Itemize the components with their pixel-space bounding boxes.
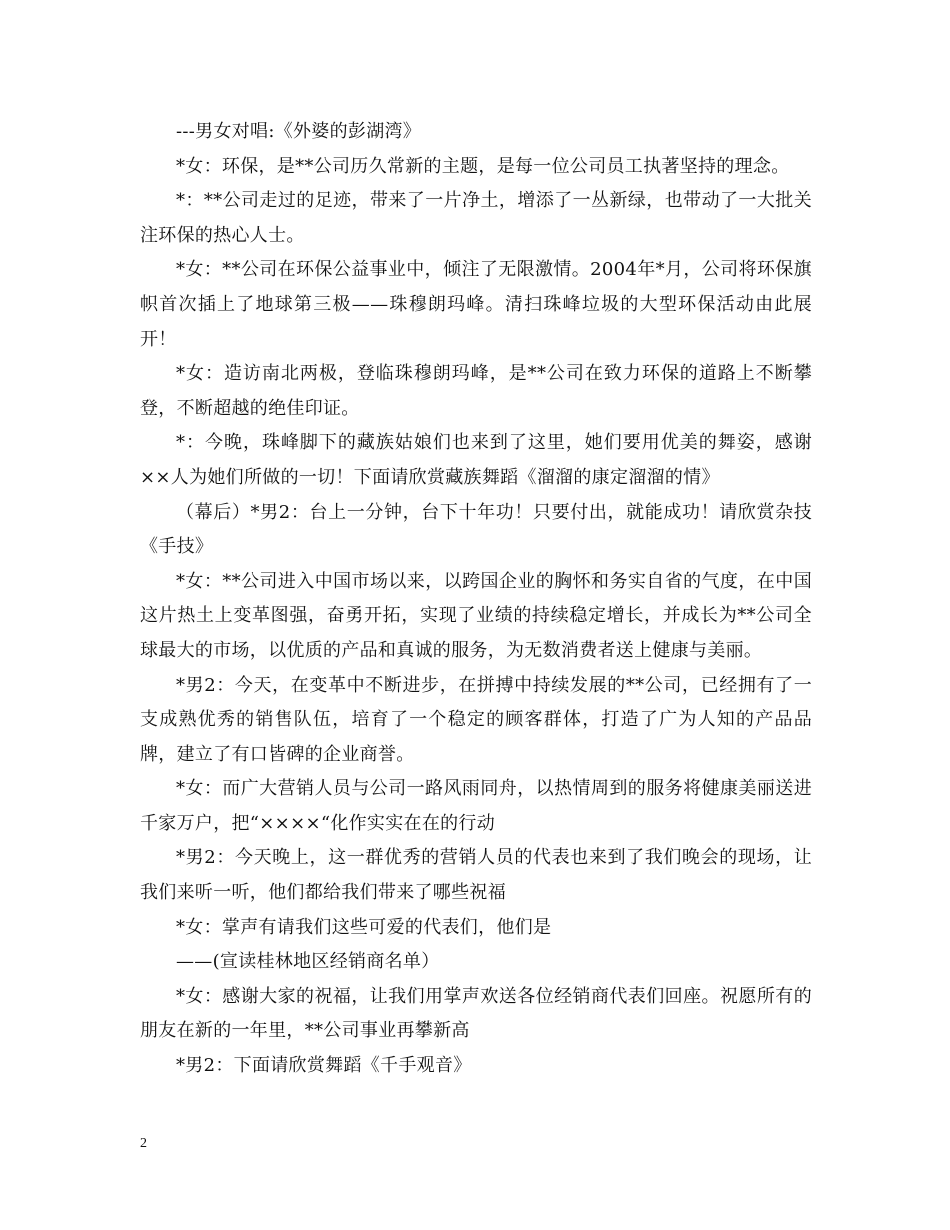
paragraph: *女：**公司在环保公益事业中，倾注了无限激情。2004年*月，公司将环保旗帜首次插上了地球第三极——珠穆朗玛峰。清扫珠峰垃圾的大型环保活动由此展开！ — [140, 259, 812, 350]
paragraph: *女：环保，是**公司历久常新的主题，是每一位公司员工执著坚持的理念。 — [176, 155, 790, 177]
paragraph: *男2：今天晚上，这一群优秀的营销人员的代表也来到了我们晚会的现场，让我们来听一听，他们都给我们带来了哪些祝福 — [140, 847, 812, 904]
paragraph: *女：感谢大家的祝福，让我们用掌声欢送各位经销商代表们回座。祝愿所有的朋友在新的一年里，**公司事业再攀新高 — [140, 985, 812, 1042]
paragraph: ——(宣读桂林地区经销商名单） — [176, 951, 440, 973]
paragraph: *：**公司走过的足迹，带来了一片净土，增添了一丛新绿，也带动了一大批关注环保的热心人士。 — [140, 190, 812, 246]
paragraph: ---男女对唱:《外婆的彭湖湾》 — [176, 121, 422, 142]
paragraph: *女：掌声有请我们这些可爱的代表们，他们是 — [176, 916, 552, 938]
paragraph: *女：**公司进入中国市场以来，以跨国企业的胸怀和务实自省的气度，在中国这片热土上变革图强，奋勇开拓，实现了业绩的持续稳定增长，并成长为**公司全球最大的市场，以优质的产品和真诚的服务，为无数消费者送上健康与美丽。 — [140, 570, 812, 661]
paragraph: *女：而广大营销人员与公司一路风雨同舟，以热情周到的服务将健康美丽送进千家万户，把“××××“化作实实在在的行动 — [140, 778, 812, 834]
paragraph: *男2：今天，在变革中不断进步，在拼搏中持续发展的**公司，已经拥有了一支成熟优秀的销售队伍，培育了一个稳定的顾客群体，打造了广为人知的产品品牌，建立了有口皆碑的企业商誉。 — [140, 674, 812, 765]
paragraph: （幕后）*男2：台上一分钟，台下十年功！只要付出，就能成功！请欣赏杂技《手技》 — [140, 501, 812, 558]
document-body — [140, 115, 812, 1084]
paragraph: *女：造访南北两极，登临珠穆朗玛峰，是**公司在致力环保的道路上不断攀登，不断超越的绝佳印证。 — [140, 363, 812, 419]
paragraph: *：今晚，珠峰脚下的藏族姑娘们也来到了这里，她们要用优美的舞姿，感谢××人为她们所做的一切！下面请欣赏藏族舞蹈《溜溜的康定溜溜的情》 — [140, 432, 812, 488]
page-number: 2 — [140, 1136, 147, 1151]
paragraph: *男2：下面请欣赏舞蹈《千手观音》 — [176, 1055, 472, 1077]
